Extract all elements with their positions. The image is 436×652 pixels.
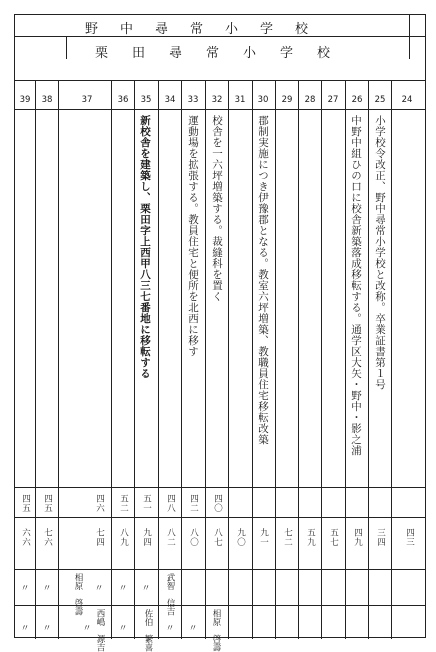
lower-number-row-line — [15, 569, 425, 570]
ditto-mark: 〃 — [42, 624, 52, 634]
lower-number: 九四 — [141, 528, 152, 547]
ditto-mark: 〃 — [42, 584, 52, 594]
column-divider — [368, 81, 369, 639]
column-divider — [134, 81, 135, 639]
lower-number: 七四 — [94, 528, 105, 547]
column-divider — [252, 81, 253, 639]
column-number-row-line — [15, 109, 425, 110]
upper-number-row-line — [15, 517, 425, 518]
school-title-nonaka: 野中尋常小学校 — [85, 22, 331, 37]
column-number: 39 — [19, 95, 31, 105]
lower-number: 八二 — [165, 528, 176, 547]
column-number: 27 — [327, 95, 339, 105]
upper-number: 五一 — [141, 494, 152, 513]
column-number: 31 — [234, 95, 246, 105]
upper-number: 四六 — [94, 494, 105, 513]
column-divider — [275, 81, 276, 639]
lower-number: 三四 — [375, 528, 386, 547]
column-number: 37 — [81, 95, 93, 105]
header-divider — [409, 15, 410, 37]
column-divider — [58, 81, 59, 639]
ditto-mark: 〃 — [118, 624, 128, 634]
column-number: 25 — [374, 95, 386, 105]
lower-number: 九一 — [258, 528, 269, 547]
column-number: 24 — [401, 95, 413, 105]
event-text-25: 小学校令改正、野中尋常小学校と改称。卒業証書第１号 — [374, 115, 386, 390]
column-number: 33 — [187, 95, 199, 105]
event-text-35: 新校舎を建築し、栗田字上西甲八三七番地に移転する — [139, 115, 151, 379]
event-text-32: 校舎を一六坪増築する。裁縫科を置く — [211, 115, 223, 302]
column-divider — [35, 81, 36, 639]
column-number: 32 — [211, 95, 223, 105]
header-row-kurita — [15, 37, 425, 81]
ditto-mark: 〃 — [165, 624, 175, 634]
upper-number: 四五 — [42, 494, 53, 513]
staff-name: 佐伯 繁喜 — [143, 609, 153, 652]
ditto-mark: 〃 — [141, 584, 151, 594]
column-number: 38 — [41, 95, 53, 105]
upper-number: 四五 — [20, 494, 31, 513]
column-number: 26 — [351, 95, 363, 105]
staff-name: 西嶋 源吉 — [95, 609, 105, 652]
upper-number: 四〇 — [212, 494, 223, 513]
column-number: 29 — [281, 95, 293, 105]
ditto-mark: 〃 — [82, 624, 92, 634]
lower-number: 七六 — [42, 528, 53, 547]
staff-name: 相原 啓壽 — [211, 609, 221, 652]
ditto-mark: 〃 — [188, 624, 198, 634]
header-divider — [66, 37, 67, 59]
lower-number: 八〇 — [188, 528, 199, 547]
lower-number: 六六 — [20, 528, 31, 547]
column-number: 28 — [304, 95, 316, 105]
lower-number: 九〇 — [235, 528, 246, 547]
column-divider — [228, 81, 229, 639]
lower-number: 四九 — [352, 528, 363, 547]
column-divider — [205, 81, 206, 639]
events-row-line — [15, 487, 425, 488]
upper-number: 四八 — [165, 494, 176, 513]
history-table — [14, 14, 426, 652]
column-divider — [345, 81, 346, 639]
column-divider — [111, 81, 112, 639]
column-divider — [181, 81, 182, 639]
lower-number: 八七 — [212, 528, 223, 547]
event-text-26: 中野中組ひの口に校舎新築落成移転する。通学区大矢・野中・影之浦 — [350, 115, 362, 456]
upper-number: 四二 — [188, 494, 199, 513]
header-divider — [409, 37, 410, 59]
staff-name: 相原 啓壽 — [73, 573, 83, 616]
column-number: 30 — [257, 95, 269, 105]
column-divider — [391, 81, 392, 639]
ditto-mark: 〃 — [94, 584, 104, 594]
column-divider — [321, 81, 322, 639]
column-number: 35 — [140, 95, 152, 105]
ditto-mark: 〃 — [20, 624, 30, 634]
event-text-33: 運動場を拡張する。教員住宅と便所を北西に移す — [187, 115, 199, 357]
lower-number: 七二 — [282, 528, 293, 547]
column-divider — [298, 81, 299, 639]
lower-number: 五七 — [328, 528, 339, 547]
header-row-nonaka — [15, 15, 425, 37]
lower-number: 四三 — [404, 528, 415, 547]
lower-number: 五九 — [305, 528, 316, 547]
upper-number: 五二 — [118, 494, 129, 513]
ditto-mark: 〃 — [118, 584, 128, 594]
lower-number: 八九 — [118, 528, 129, 547]
school-title-kurita: 栗田尋常小学校 — [95, 46, 355, 61]
column-number: 34 — [164, 95, 176, 105]
column-divider — [158, 81, 159, 639]
ditto-mark: 〃 — [20, 584, 30, 594]
staff-name: 武智 信吉 — [165, 573, 175, 616]
column-number: 36 — [117, 95, 129, 105]
event-text-30: 郡制実施につき伊豫郡となる。教室六坪増築、教職員住宅移転改築 — [257, 115, 269, 445]
